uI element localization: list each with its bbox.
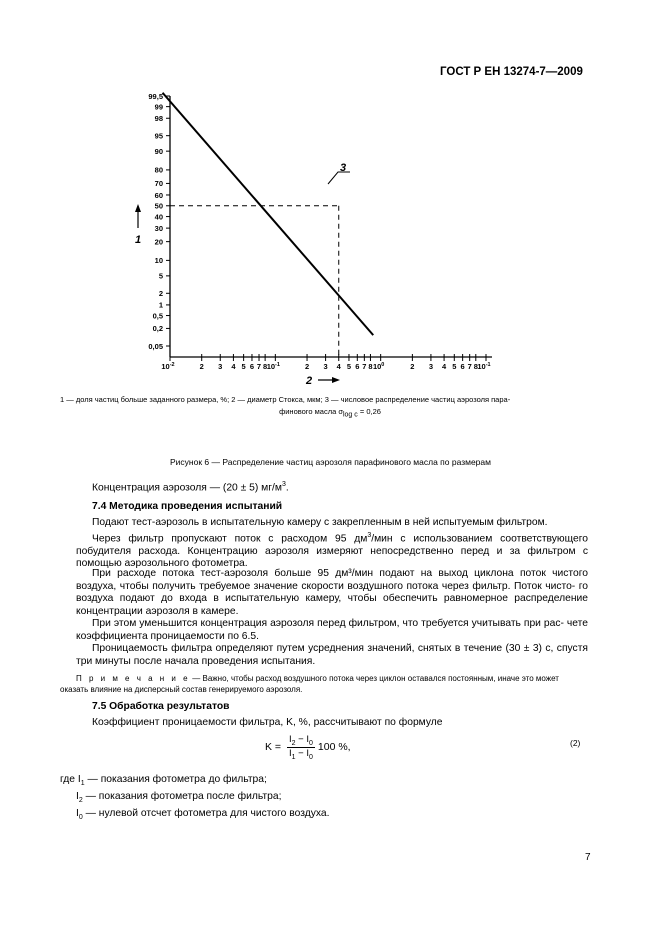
y-tick-label: 90 <box>154 146 163 156</box>
x-tick-label: $10^{-1}$ <box>477 362 491 371</box>
x-tick-label: 3 <box>428 362 434 371</box>
y-tick-label: 60 <box>154 190 163 200</box>
where-row-1: где $I_1$ — показания фотометра до фильтра; <box>60 774 267 788</box>
x-tick-label: 7 <box>256 362 262 371</box>
x-tick-label: 8 <box>473 362 478 371</box>
x-tick-label: $10^0$ <box>372 362 385 371</box>
distribution-line-3 <box>163 93 374 335</box>
y-tick-label: 30 <box>154 223 163 233</box>
section-7-4-p5: Проницаемость фильтра определяют путем усреднения значений, снятых в течение (30 ± 3) с, спустя три минуты после начала проведения испытания. <box>76 643 588 667</box>
x-tick-label: 4 <box>441 362 447 371</box>
x-tick-label: 5 <box>452 362 457 371</box>
y-tick-label: 95 <box>154 131 163 141</box>
annotation-leader <box>328 172 350 184</box>
concentration-line: Концентрация аэрозоля — (20 ± 5) $мг/м^3$. <box>92 481 289 494</box>
x-tick-label: 5 <box>241 362 246 371</box>
section-7-4-p2: Через фильтр пропускают поток с расходом 95 $дм^3$/мин с использованием соответствующего побудителя расхода. Концентрацию аэрозоля измеряют непосредственно перед и за фильтром с помощью аэрозольного фотометра. <box>76 532 588 570</box>
particle-distribution-chart <box>0 0 661 392</box>
y-tick-label: 99,5 <box>148 91 163 101</box>
page-number: 7 <box>585 852 591 863</box>
x-tick-label: 2 <box>304 362 310 371</box>
legend-line-2: финового масла $\sigma_{log c} = 0,26$ <box>279 407 381 419</box>
where-row-2: $I_2$ — показания фотометра после фильтра; <box>76 791 282 805</box>
x-tick-label: 6 <box>355 362 360 371</box>
x-tick-label: 6 <box>460 362 465 371</box>
y-arrow-head <box>135 204 141 212</box>
y-tick-label: 0,05 <box>148 341 163 351</box>
y-tick-label: 0,5 <box>152 311 163 321</box>
y-tick-label: 80 <box>154 165 163 175</box>
x-tick-label: 4 <box>336 362 341 371</box>
x-tick-label: 8 <box>368 362 373 371</box>
section-7-5-title: 7.5 Обработка результатов <box>92 701 230 712</box>
x-tick-label: 7 <box>362 362 367 371</box>
x-tick-label: 5 <box>346 362 352 371</box>
y-tick-label: 40 <box>154 212 163 222</box>
formula-legend <box>60 773 330 824</box>
section-7-5-intro: Коэффициент проницаемости фильтра, K, %, рассчитывают по формуле <box>92 717 443 728</box>
x-tick-label: 7 <box>467 362 472 371</box>
x-tick-label: 2 <box>199 362 204 371</box>
formula-number: (2) <box>570 738 581 748</box>
y-tick-label: 5 <box>158 271 163 281</box>
y-tick-label: 99 <box>154 102 163 112</box>
y-tick-label: 70 <box>154 179 163 189</box>
annotation-3: 3 <box>340 162 347 174</box>
y-tick-label: 0,2 <box>152 324 163 334</box>
section-7-4-p1: Подают тест-аэрозоль в испытательную камеру с закрепленным в ней испытуемым фильтром. <box>92 517 548 528</box>
section-7-4-note: П р и м е ч а н и е — Важно, чтобы расход воздушного потока через циклон оставался постоянным, иначе это может оказать влияние на дисперсный состав генерируемого аэрозоля. <box>60 674 559 694</box>
x-arrow-head <box>332 377 340 383</box>
x-tick-label: 3 <box>218 362 223 371</box>
y-tick-label: 1 <box>158 300 163 310</box>
section-7-4-p4: При этом уменьшится концентрация аэрозоля перед фильтром, что требуется учитывать при рас- чете коэффициента проницаемости по 6.5. <box>76 618 588 642</box>
figure-caption: Рисунок 6 — Распределение частиц аэрозоля парафинового масла по размерам <box>170 457 491 467</box>
x-tick-label: 6 <box>249 362 255 371</box>
formula-2: K = $\frac{I_2 - I_0}{I_1 - I_0}$ 100 %, <box>265 734 351 761</box>
y-tick-label: 10 <box>154 256 163 266</box>
x-tick-label: 8 <box>263 362 268 371</box>
section-7-4-title: 7.4 Методика проведения испытаний <box>92 501 283 512</box>
section-7-4-p3: При расходе потока тест-аэрозоля больше 95 дм³/мин подают на выход циклона поток чистого воздуха, чтобы получить требуемое значение скорости воздушного потока через фильтр. Поток чисто- го воздуха подают до входа в испытательную камеру, чтобы обеспечить равномерное распределение концентрации аэрозоля в камере. <box>76 568 588 617</box>
y-tick-label: 98 <box>154 114 163 124</box>
figure-legend <box>60 394 600 422</box>
x-tick-label: $10^{-1}$ <box>266 362 280 371</box>
y-tick-label: 50 <box>154 201 163 211</box>
document-header: ГОСТ Р ЕН 13274-7—2009 <box>440 66 583 78</box>
y-axis-label: 1 <box>135 234 142 246</box>
x-tick-label: 3 <box>323 362 328 371</box>
x-tick-label: 4 <box>231 362 236 371</box>
y-axis-ticks <box>148 92 170 351</box>
legend-line-1: 1 — доля частиц больше заданного размера, %; 2 — диаметр Стокса, мкм; 3 — числовое распределение частиц аэрозоля пара- <box>60 395 511 404</box>
x-tick-label: 2 <box>410 362 415 371</box>
where-row-3: $I_0$ — нулевой отсчет фотометра для чистого воздуха. <box>76 808 330 822</box>
x-axis-label: 2 <box>306 375 313 387</box>
x-tick-label: $10^{-2}$ <box>161 362 175 371</box>
y-tick-label: 20 <box>154 237 163 247</box>
y-tick-label: 2 <box>158 289 163 299</box>
